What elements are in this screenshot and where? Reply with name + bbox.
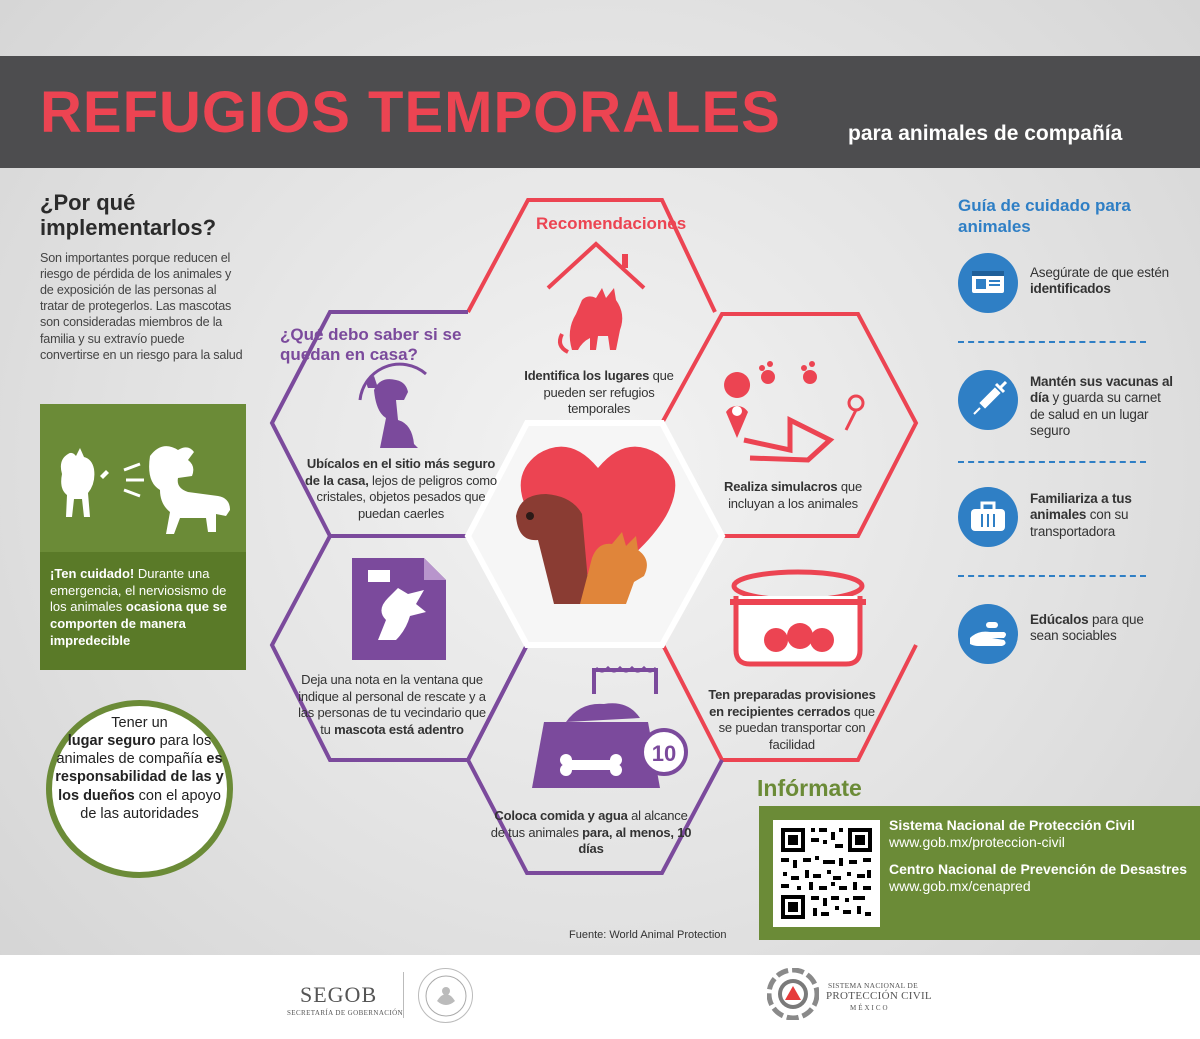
guide-title: Guía de cuidado para animales [958, 196, 1131, 237]
hex-left-bottom-text: Deja una nota en la ventana que indique al personal de rescate y a las personas de tu vecindario que tu mascota está adentro [298, 672, 486, 737]
segob-subtitle: SECRETARÍA DE GOBERNACIÓN [287, 1009, 403, 1017]
sitting-dog-icon [360, 364, 426, 448]
syringe-icon [958, 370, 1018, 430]
civil-protection-logo-icon [767, 968, 819, 1020]
informate-title: Infórmate [757, 775, 862, 801]
warning-text [40, 552, 246, 670]
guide-item-education [958, 604, 1178, 664]
source-note: Fuente: World Animal Protection [569, 929, 727, 941]
why-body: Son importantes porque reducen el riesgo de pérdida de los animales y de exposición de las personas al tratar de protegerlos. Las mascotas son consideradas miembros de la familia y su extravío puede convertirse en un riesgo para la salud [40, 251, 243, 362]
divider [958, 575, 1146, 577]
org-2: Centro Nacional de Prevención de Desastres [889, 861, 1187, 878]
why-title: ¿Por qué implementarlos? [40, 190, 217, 241]
url-2-link[interactable]: www.gob.mx/cenapred [889, 878, 1031, 895]
informate-links [889, 817, 1189, 905]
responsibility-circle [46, 700, 233, 878]
warning-bold-1: ¡Ten cuidado! [50, 566, 135, 581]
house-cat-icon [548, 244, 644, 352]
days-number: 10 [651, 741, 677, 766]
id-card-icon [958, 253, 1018, 313]
warning-text-1: Durante una emergencia, el nerviosismo de los animales [50, 566, 227, 615]
divider [958, 461, 1146, 463]
pc-text-1: SISTEMA NACIONAL DE [828, 981, 919, 990]
circle-text-2: para los animales de compañía [56, 733, 212, 768]
hand-treat-icon [958, 604, 1018, 664]
org-1: Sistema Nacional de Protección Civil [889, 817, 1135, 833]
footer-divider [403, 972, 404, 1018]
guide-item-vaccines [958, 370, 1178, 439]
guide-item-identification [958, 253, 1178, 313]
food-bowl-icon [532, 668, 686, 788]
segob-logo-text: SEGOB [300, 982, 378, 1007]
hex-right-bottom-text: Ten preparadas provisiones en recipientes cerrados que se puedan transportar con facilidad [708, 687, 876, 752]
sound-lines-icon [124, 464, 144, 496]
home-title: ¿Qué debo saber si se quedan en casa? [280, 325, 462, 365]
pc-text-2: PROTECCIÓN CIVIL [826, 990, 932, 1002]
national-seal-icon [418, 968, 473, 1023]
circle-text-1: Tener un [111, 715, 168, 731]
circle-bold-1: lugar seguro [67, 733, 156, 750]
food-container-icon [730, 572, 866, 664]
scared-cat-icon [61, 448, 109, 517]
warning-illustration [40, 404, 246, 552]
hex-right-top-text: Realiza simulacros que incluyan a los animales [724, 479, 862, 511]
pet-carrier-icon [958, 487, 1018, 547]
page-subtitle: para animales de compañía [848, 122, 1123, 145]
footer [0, 955, 1200, 1039]
hex-left-top-text: Ubícalos en el sitio más seguro de la casa, lejos de peligros como cristales, objetos pesados que puedan caerles [305, 456, 497, 521]
circle-bold-2: es responsabilidad de las y los dueños [55, 751, 224, 804]
barking-dog-icon [149, 446, 230, 534]
guide-text-3: Familiariza a tus animales con su transportadora [1030, 491, 1132, 539]
qr-code[interactable] [773, 820, 880, 927]
divider [958, 341, 1146, 343]
url-1-link[interactable]: www.gob.mx/proteccion-civil [889, 834, 1065, 851]
guide-text-4: Edúcalos para que sean sociables [1030, 612, 1144, 644]
note-dog-icon [352, 558, 446, 660]
circle-text-3: con el apoyo de las autoridades [80, 787, 221, 822]
paw-route-icon [724, 361, 863, 460]
guide-text-2: Mantén sus vacunas al día y guarda su carnet de salud en un lugar seguro [1030, 374, 1173, 439]
hex-bottom-text: Coloca comida y agua al alcance de tus animales para, al menos, 10 días [490, 808, 692, 857]
recommendations-title: Recomendaciones [536, 214, 687, 233]
page-title: REFUGIOS TEMPORALES [40, 80, 781, 145]
guide-text-1: Asegúrate de que estén identificados [1030, 265, 1169, 297]
hex-top-text: Identifica los lugares que pueden ser refugios temporales [524, 368, 674, 417]
warning-bold-2: ocasiona que se comporten de manera impredecible [50, 599, 228, 648]
guide-item-carrier [958, 487, 1178, 547]
pc-text-3: MÉXICO [850, 1004, 890, 1012]
